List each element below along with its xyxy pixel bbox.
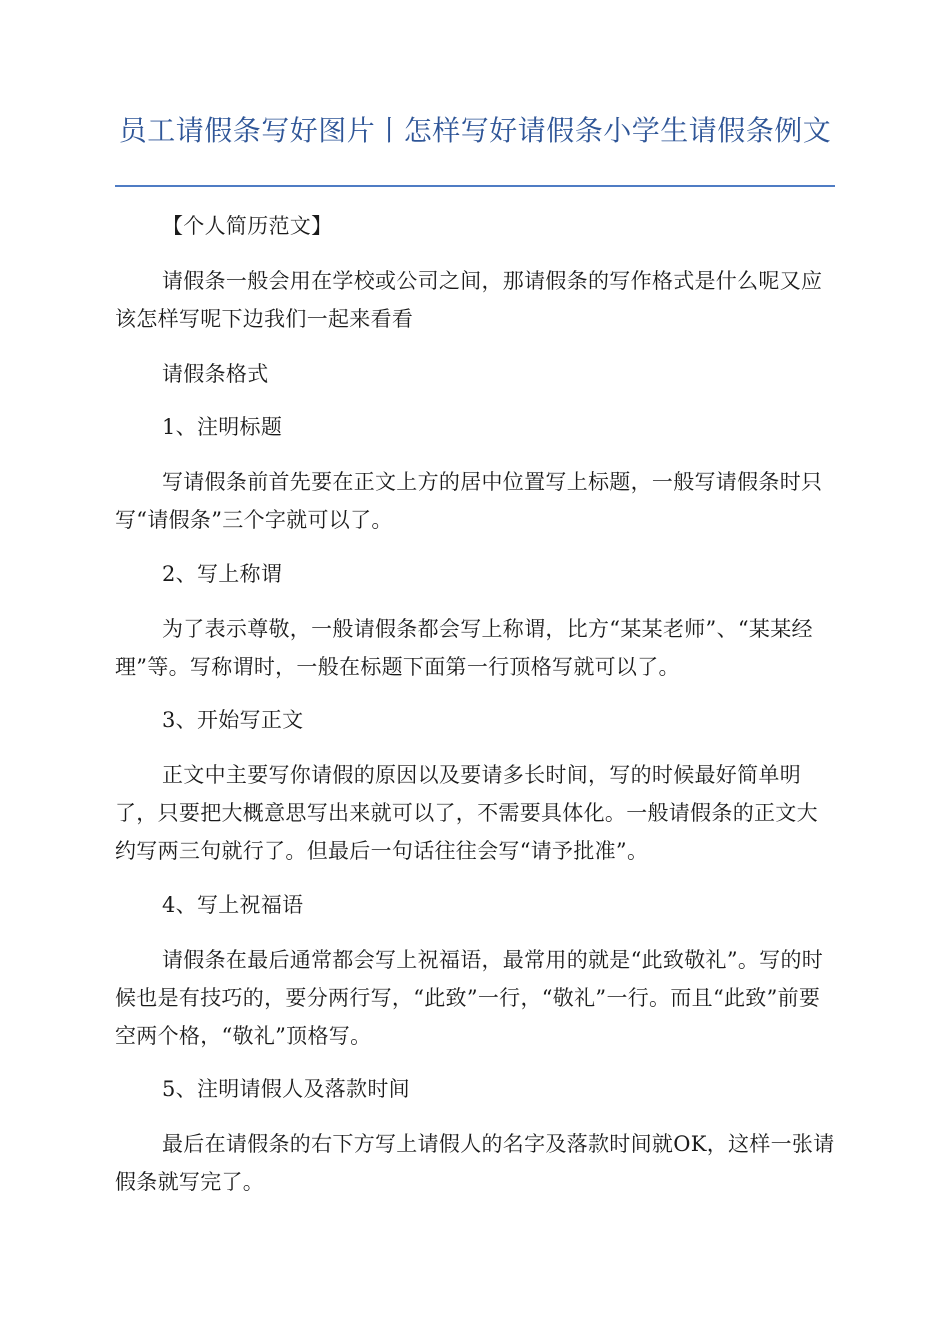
paragraph-step-5: 最后在请假条的右下方写上请假人的名字及落款时间就OK，这样一张请假条就写完了。	[115, 1132, 835, 1194]
title-divider	[115, 185, 835, 187]
paragraph-step-3: 正文中主要写你请假的原因以及要请多长时间，写的时候最好简单明了，只要把大概意思写出来就可以了，不需要具体化。一般请假条的正文大约写两三句就行了。但最后一句话往往会写“请予批准”。	[115, 763, 818, 863]
paragraph-intro: 请假条一般会用在学校或公司之间，那请假条的写作格式是什么呢又应该怎样写呢下边我们一起来看看	[115, 269, 823, 331]
paragraph-step-2: 为了表示尊敬，一般请假条都会写上称谓，比方“某某老师”、“某某经理”等。写称谓时，一般在标题下面第一行顶格写就可以了。	[115, 617, 813, 679]
heading-step-4: 4、写上祝福语	[162, 893, 304, 917]
heading-step-1: 1、注明标题	[162, 415, 283, 439]
paragraph-step-4: 请假条在最后通常都会写上祝福语，最常用的就是“此致敬礼”。写的时候也是有技巧的，要分两行写，“此致”一行，“敬礼”一行。而且“此致”前要空两个格，“敬礼”顶格写。	[115, 948, 824, 1048]
heading-step-2: 2、写上称谓	[162, 562, 283, 586]
heading-format: 请假条格式	[162, 362, 269, 386]
page-title: 员工请假条写好图片丨怎样写好请假条小学生请假条例文	[118, 114, 832, 147]
paragraph-step-1: 写请假条前首先要在正文上方的居中位置写上标题，一般写请假条时只写“请假条”三个字就可以了。	[115, 470, 823, 532]
heading-step-5: 5、注明请假人及落款时间	[162, 1077, 410, 1101]
heading-step-3: 3、开始写正文	[162, 708, 304, 732]
paragraph-category: 【个人简历范文】	[162, 214, 333, 238]
